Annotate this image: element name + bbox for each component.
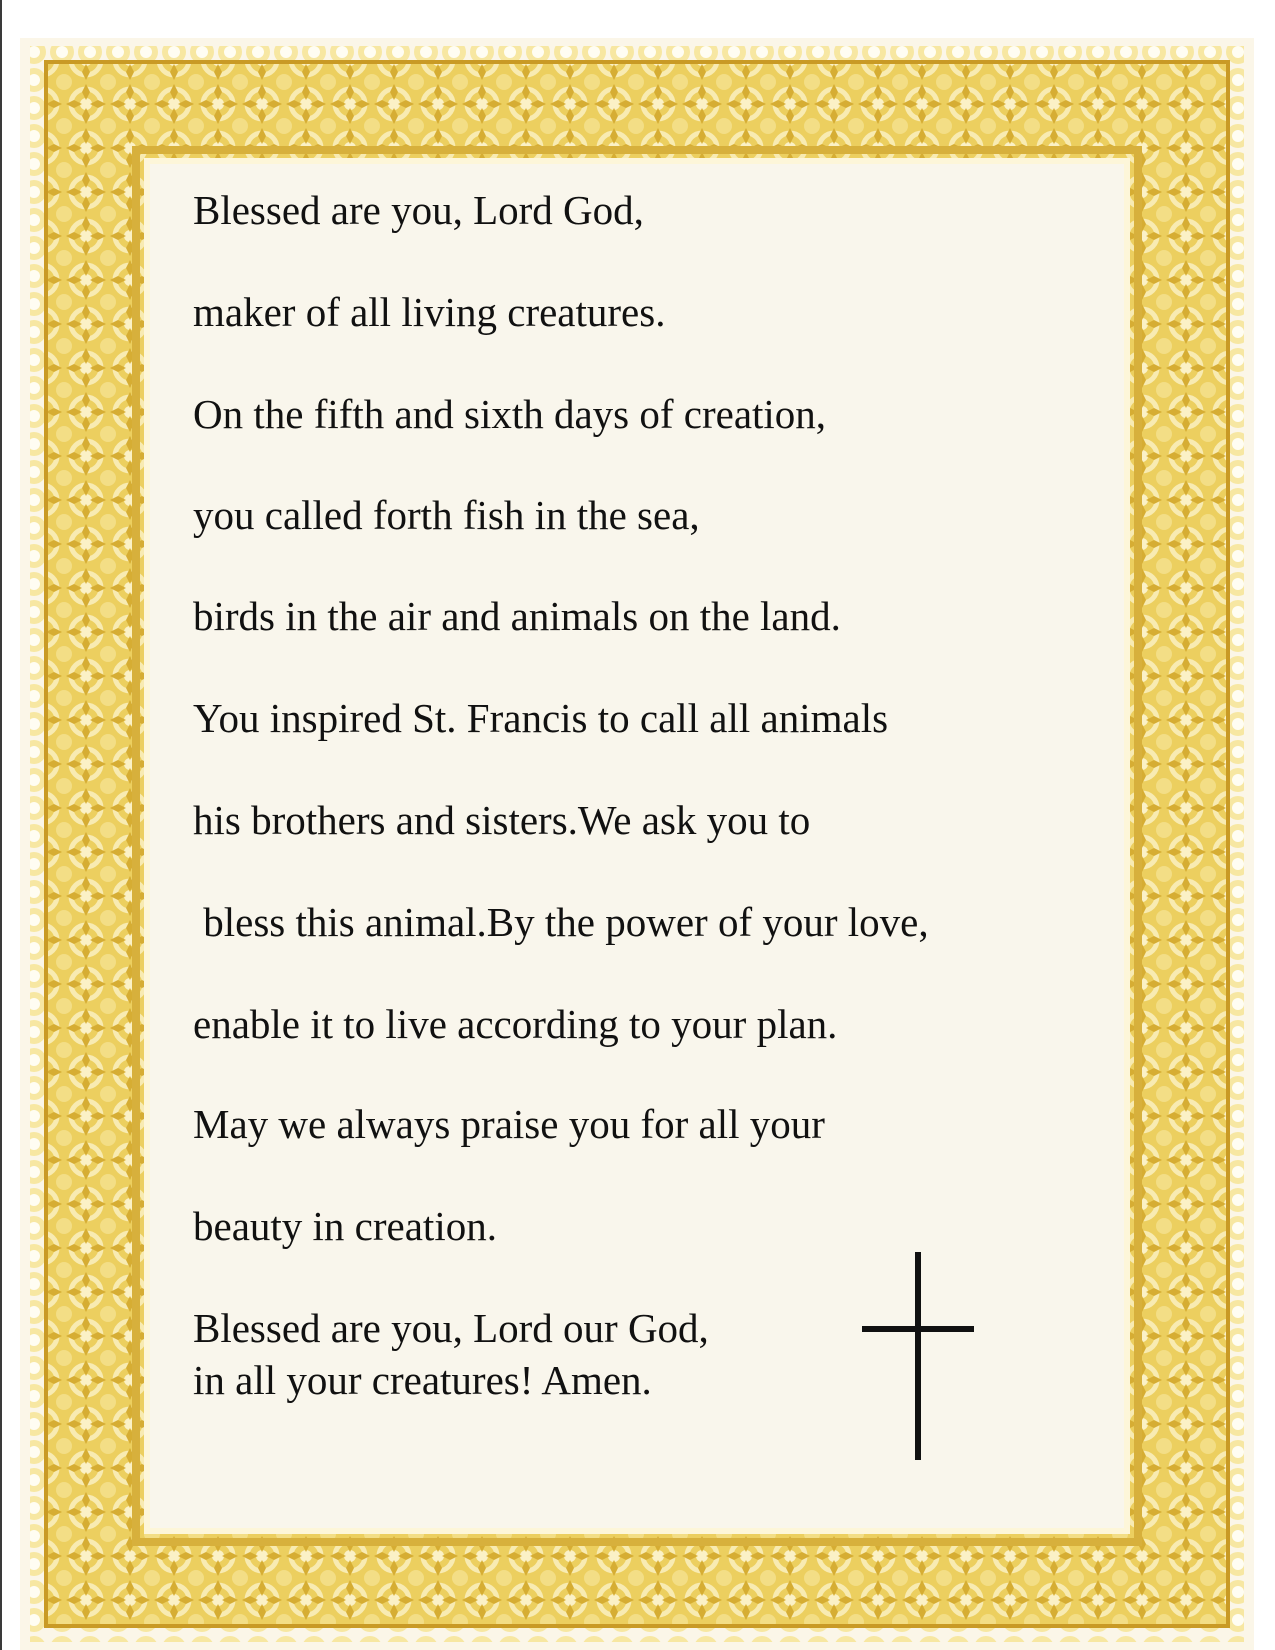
prayer-line-4: you called forth fish in the sea, bbox=[193, 492, 700, 538]
prayer-line-2: maker of all living creatures. bbox=[193, 289, 666, 335]
prayer-line-8: bless this animal.By the power of your love, bbox=[193, 899, 929, 945]
prayer-line-11: beauty in creation. bbox=[193, 1203, 497, 1249]
prayer-line-5: birds in the air and animals on the land. bbox=[193, 593, 841, 639]
prayer-line-6: You inspired St. Francis to call all animals bbox=[193, 695, 889, 741]
prayer-line-10: May we always praise you for all your bbox=[193, 1101, 825, 1147]
prayer-line-12: Blessed are you, Lord our God, bbox=[193, 1305, 709, 1351]
prayer-line-13: in all your creatures! Amen. bbox=[193, 1357, 652, 1403]
prayer-line-1: Blessed are you, Lord God, bbox=[193, 187, 644, 233]
prayer-line-7: his brothers and sisters.We ask you to bbox=[193, 797, 811, 843]
prayer-line-9: enable it to live according to your plan. bbox=[193, 1001, 838, 1047]
cross-icon bbox=[860, 1252, 976, 1462]
prayer-line-3: On the fifth and sixth days of creation, bbox=[193, 391, 827, 437]
